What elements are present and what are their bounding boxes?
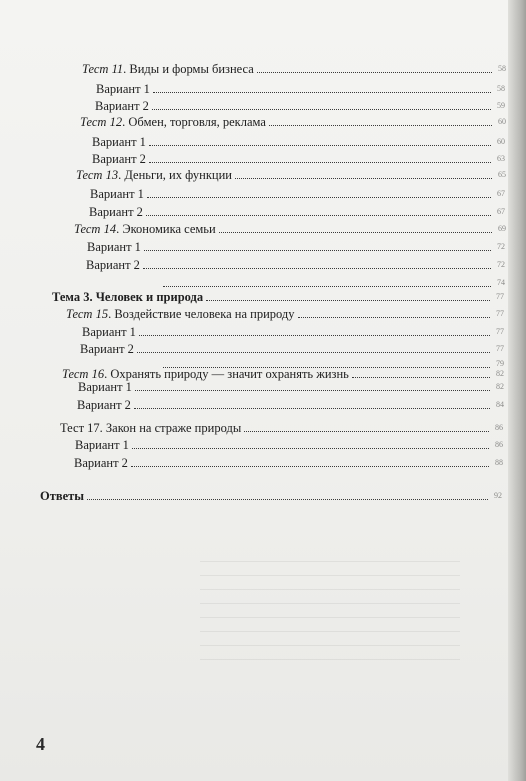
toc-entry: Тест 16. Охранять природу — значит охранять жизнь 82 bbox=[62, 367, 504, 381]
toc-entry: Вариант 2 67 bbox=[89, 205, 505, 219]
page-number: 4 bbox=[36, 734, 45, 754]
toc-entry: Вариант 2 84 bbox=[77, 398, 504, 412]
toc-entry: Вариант 2 88 bbox=[74, 456, 503, 470]
toc-entry: Тест 11. Виды и формы бизнеса 58 bbox=[82, 62, 506, 76]
toc-entry: Вариант 1 67 bbox=[90, 187, 505, 201]
toc-entry: Вариант 1 58 bbox=[96, 82, 505, 96]
toc-entry: Вариант 1 60 bbox=[92, 135, 505, 149]
toc-entry: Вариант 1 72 bbox=[87, 240, 505, 254]
toc-entry: 79 bbox=[160, 357, 504, 371]
toc-entry: Тест 14. Экономика семьи 69 bbox=[74, 222, 506, 236]
toc-entry: 74 bbox=[160, 276, 505, 290]
toc-entry: Тест 17. Закон на страже природы 86 bbox=[60, 421, 503, 435]
toc-entry: Вариант 1 86 bbox=[75, 438, 503, 452]
toc-answers: Ответы 92 bbox=[40, 489, 502, 503]
toc-entry: Тест 15. Воздействие человека на природу 77 bbox=[66, 307, 504, 321]
toc-entry: Вариант 1 77 bbox=[82, 325, 504, 339]
toc-entry: Вариант 2 77 bbox=[80, 342, 504, 356]
toc-entry: Вариант 1 82 bbox=[78, 380, 504, 394]
toc-entry: Вариант 2 59 bbox=[95, 99, 505, 113]
toc-entry: Вариант 2 72 bbox=[86, 258, 505, 272]
toc-entry: Тест 13. Деньги, их функции 65 bbox=[76, 168, 506, 182]
toc-entry: Вариант 2 63 bbox=[92, 152, 505, 166]
toc-section-heading: Тема 3. Человек и природа 77 bbox=[52, 290, 504, 304]
toc-entry: Тест 12. Обмен, торговля, реклама 60 bbox=[80, 115, 506, 129]
